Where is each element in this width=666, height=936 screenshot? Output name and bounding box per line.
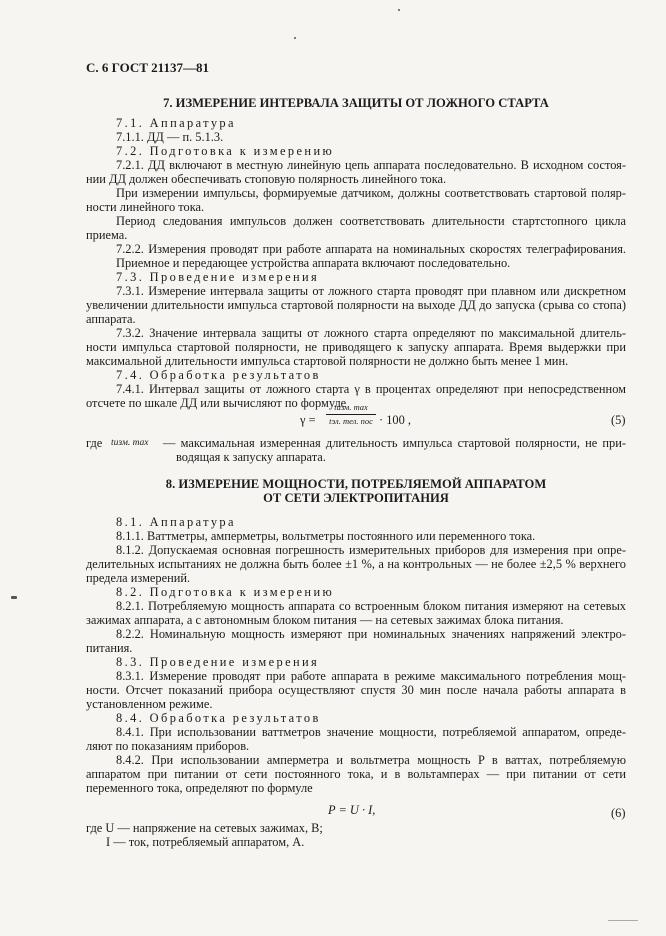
sec7-line: 7.3.1. Измерение интервала защиты от ложного старта проводят при плавном или дискретном [116, 284, 626, 298]
sec8-line: питания. [86, 641, 133, 655]
sec7-line: 7.2. Подготовка к измерению [116, 144, 335, 158]
formula-5-lhs: γ = [300, 413, 316, 427]
sec7-line: 7.4. Обработка результатов [116, 368, 321, 382]
sec8-line: 8.2.1. Потребляемую мощность аппарата со встроенным блоком питания измеряют на сетевых [116, 599, 626, 613]
section-8-title: 8. ИЗМЕРЕНИЕ МОЩНОСТИ, ПОТРЕБЛЯЕМОЙ АППАРАТОМ [165, 477, 547, 491]
sec7-line: максимальной длительности импульса стартовой полярности не должно быть менее 1 мин. [86, 354, 569, 368]
sec7-line: 7.3. Проведение измерения [116, 270, 320, 284]
sec8-line: делительных испытаниях не должна быть более ±1 %, а на контрольных — не более ±2,5 % верхнего [86, 557, 626, 571]
sec8-line: зажимах аппарата, а с автономным блоком питания — на сетевых зажимах блока питания. [86, 613, 564, 627]
sec8-line: 8.4.2. При использовании амперметра и вольтметра мощность P в ваттах, потребляемую [116, 753, 626, 767]
sec8-line: 8.1. Аппаратура [116, 515, 236, 529]
formula-5-number: (5) [611, 413, 626, 427]
where-definition-cont: водящая к запуску аппарата. [176, 450, 326, 464]
formula-6-number: (6) [611, 806, 626, 820]
sec7-line: При измерении импульсы, формируемые датчиком, должны соответствовать стартовой поляр- [116, 186, 626, 200]
sec7-line: аппарата. [86, 312, 136, 326]
formula-5-fraction [326, 402, 376, 427]
sec7-line: Период следования импульсов должен соответствовать длительности стартстопного цикла [116, 214, 626, 228]
where-line: I — ток, потребляемый аппаратом, А. [106, 835, 305, 849]
scan-speck [294, 37, 296, 39]
sec7-line: нии ДД должен обеспечивать стоповую полярность линейного тока. [86, 172, 447, 186]
scan-speck [608, 920, 638, 921]
formula-6: P = U · I, [328, 803, 376, 817]
sec7-line: приема. [86, 228, 128, 242]
scan-speck [398, 9, 400, 11]
sec7-line: 7.3.2. Значение интервала защиты от ложного старта определяют по максимальной длитель- [116, 326, 626, 340]
sec8-line: 8.3. Проведение измерения [116, 655, 320, 669]
sec7-line: отсчете по шкале ДД или вычисляют по формуле [86, 396, 347, 410]
sec8-line: 8.2.2. Номинальную мощность измеряют при номинальных значениях напряжений электро- [116, 627, 626, 641]
where-line: где U — напряжение на сетевых зажимах, В; [86, 821, 323, 835]
sec7-line: Приемное и передающее устройства аппарата включают последовательно. [116, 256, 511, 270]
sec8-line: ляют по показаниям приборов. [86, 739, 250, 753]
sec8-line: предела измерений. [86, 571, 191, 585]
sec7-line: 7.4.1. Интервал защиты от ложного старта γ в процентах определяют при непосредственном [116, 382, 626, 396]
formula-5-numerator: tизм. max [334, 402, 368, 412]
formula-5-rhs: · 100 , [379, 413, 412, 427]
formula-5-denominator: tэл. тел. пос [329, 416, 373, 426]
sec7-line: 7.1.1. ДД — п. 5.1.3. [116, 130, 224, 144]
where-symbol: tизм. max [111, 438, 149, 448]
sec8-line: 8.4. Обработка результатов [116, 711, 321, 725]
where-label: где [86, 436, 103, 450]
sec8-line: ности. Отсчет показаний прибора осуществляют спустя 30 мин после начала работы аппарата в [86, 683, 626, 697]
sec8-line: 8.4.1. При использовании ваттметров значение мощности, потребляемой аппаратом, опреде- [116, 725, 626, 739]
sec8-line: 8.1.2. Допускаемая основная погрешность измерительных приборов для измерения при опре- [116, 543, 626, 557]
where-definition: — максимальная измеренная длительность импульса стартовой полярности, не при- [163, 436, 626, 450]
sec8-line: установленном режиме. [86, 697, 213, 711]
sec8-line: аппаратом при питании от сети постоянного тока, и в вольтамперах — при питании от сети [86, 767, 626, 781]
fraction-bar [326, 414, 376, 415]
sec7-line: 7.1. Аппаратура [116, 116, 236, 130]
section-7-title: 7. ИЗМЕРЕНИЕ ИНТЕРВАЛА ЗАЩИТЫ ОТ ЛОЖНОГО СТАРТА [163, 96, 549, 110]
sec8-line: 8.2. Подготовка к измерению [116, 585, 335, 599]
sec8-line: 8.1.1. Ваттметры, амперметры, вольтметры постоянного или переменного тока. [116, 529, 536, 543]
sec8-line: переменного тока, определяют по формуле [86, 781, 313, 795]
section-8-title-cont: ОТ СЕТИ ЭЛЕКТРОПИТАНИЯ [263, 491, 449, 505]
page-header: С. 6 ГОСТ 21137—81 [86, 60, 209, 75]
sec7-line: 7.2.1. ДД включают в местную линейную цепь аппарата последовательно. В исходном состоя- [116, 158, 626, 172]
sec8-line: 8.3.1. Измерение проводят при работе аппарата в режиме максимального потребления мощ- [116, 669, 626, 683]
sec7-line: увеличении длительности импульса стартовой полярности на выходе ДД до запуска (срыва со стопа) [86, 298, 626, 312]
sec7-line: 7.2.2. Измерения проводят при работе аппарата на номинальных скоростях телеграфирования. [116, 242, 626, 256]
scan-speck [11, 596, 17, 599]
sec7-line: ности импульса стартовой полярности, не приводящего к запуску аппарата. Время выдержки при [86, 340, 626, 354]
sec7-line: ности линейного тока. [86, 200, 205, 214]
